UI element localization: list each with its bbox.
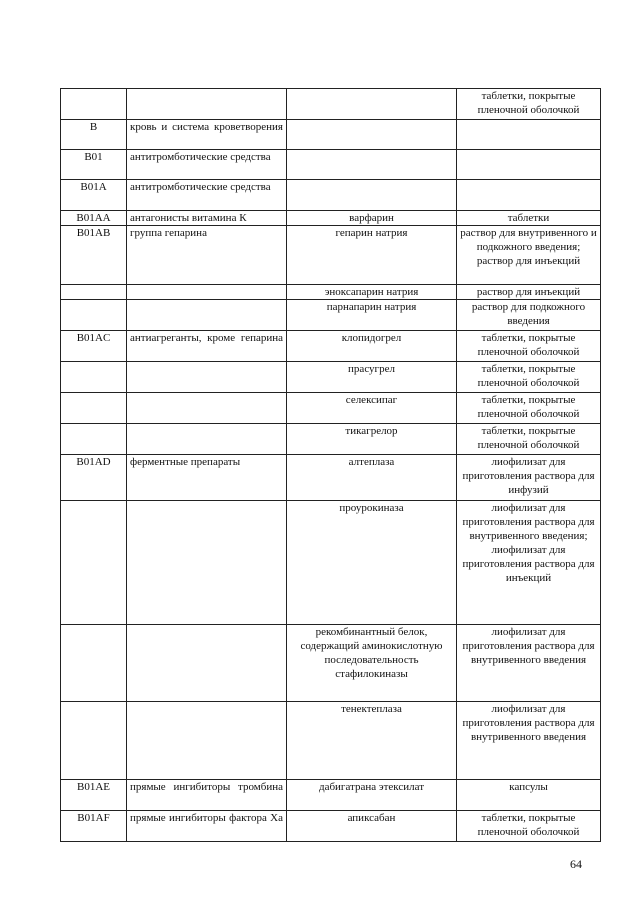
table-row	[61, 780, 601, 811]
dosage-form-cell: раствор для внутривенного и подкожного введения; раствор для инъекций	[457, 226, 601, 285]
drug-name-cell: варфарин	[287, 211, 457, 226]
drug-name-cell: тенектеплаза	[287, 702, 457, 780]
atc-code-cell	[61, 285, 127, 300]
group-cell	[127, 362, 287, 393]
dosage-form-cell: капсулы	[457, 780, 601, 811]
group-text: антагонисты витамина К	[130, 212, 247, 224]
dosage-form-cell: таблетки, покрытые пленочной оболочкой	[457, 362, 601, 393]
dosage-form-cell: лиофилизат для приготовления раствора для внутривенного введения; лиофилизат для приготовления раствора для инъекций	[457, 501, 601, 625]
group-text: антиагреганты, кроме гепарина	[130, 332, 283, 344]
table-row	[61, 501, 601, 625]
drug-name-cell: гепарин натрия	[287, 226, 457, 285]
dosage-form-cell: таблетки, покрытые пленочной оболочкой	[457, 424, 601, 455]
drug-name-cell: прасугрел	[287, 362, 457, 393]
atc-code-cell: B01AD	[61, 455, 127, 501]
table-row	[61, 285, 601, 300]
table-row	[61, 180, 601, 211]
group-text: ферментные препараты	[130, 456, 241, 468]
atc-code-cell	[61, 625, 127, 702]
dosage-form-cell	[457, 180, 601, 211]
table-row	[61, 300, 601, 331]
table-row	[61, 120, 601, 150]
dosage-form-cell	[457, 150, 601, 180]
group-cell	[127, 331, 287, 362]
group-cell	[127, 424, 287, 455]
group-cell	[127, 120, 287, 150]
group-cell	[127, 89, 287, 120]
drug-name-cell: апиксабан	[287, 811, 457, 842]
table-row	[61, 424, 601, 455]
atc-code-cell: B01A	[61, 180, 127, 211]
group-text: прямые ингибиторы тромбина	[130, 781, 283, 793]
drug-name-cell: рекомбинантный белок, содержащий аминокислотную последовательность стафилокиназы	[287, 625, 457, 702]
drug-name-cell: клопидогрел	[287, 331, 457, 362]
dosage-form-cell: таблетки	[457, 211, 601, 226]
atc-code-cell	[61, 362, 127, 393]
dosage-form-cell: таблетки, покрытые пленочной оболочкой	[457, 331, 601, 362]
table-row	[61, 811, 601, 842]
table-row	[61, 211, 601, 226]
page-number: 64	[570, 857, 582, 871]
dosage-form-cell: лиофилизат для приготовления раствора для внутривенного введения	[457, 625, 601, 702]
atc-code-cell: B01AC	[61, 331, 127, 362]
dosage-form-cell: лиофилизат для приготовления раствора для внутривенного введения	[457, 702, 601, 780]
atc-code-cell	[61, 702, 127, 780]
atc-code-cell: B01AA	[61, 211, 127, 226]
table-row	[61, 89, 601, 120]
dosage-form-cell: раствор для подкожного введения	[457, 300, 601, 331]
drug-name-cell	[287, 180, 457, 211]
table-row	[61, 393, 601, 424]
table-row	[61, 331, 601, 362]
dosage-form-cell: таблетки, покрытые пленочной оболочкой	[457, 89, 601, 120]
group-cell	[127, 393, 287, 424]
drug-classification-table	[60, 88, 601, 842]
table-row	[61, 362, 601, 393]
atc-code-cell: B01AF	[61, 811, 127, 842]
table-row	[61, 150, 601, 180]
dosage-form-cell: раствор для инъекций	[457, 285, 601, 300]
drug-name-cell: дабигатрана этексилат	[287, 780, 457, 811]
group-cell	[127, 625, 287, 702]
group-cell	[127, 501, 287, 625]
group-text: прямые ингибиторы фактора Ха	[130, 812, 283, 824]
drug-name-cell: тикагрелор	[287, 424, 457, 455]
group-cell	[127, 455, 287, 501]
dosage-form-cell: таблетки, покрытые пленочной оболочкой	[457, 811, 601, 842]
drug-name-cell	[287, 89, 457, 120]
table-row	[61, 625, 601, 702]
drug-name-cell: эноксапарин натрия	[287, 285, 457, 300]
atc-code-cell: B01	[61, 150, 127, 180]
group-cell	[127, 300, 287, 331]
atc-code-cell	[61, 300, 127, 331]
group-cell	[127, 180, 287, 211]
atc-code-cell	[61, 89, 127, 120]
table-row	[61, 226, 601, 285]
group-cell	[127, 150, 287, 180]
drug-name-cell: проурокиназа	[287, 501, 457, 625]
drug-name-cell: алтеплаза	[287, 455, 457, 501]
atc-code-cell: B01AE	[61, 780, 127, 811]
table-row	[61, 455, 601, 501]
drug-name-cell	[287, 120, 457, 150]
dosage-form-cell: таблетки, покрытые пленочной оболочкой	[457, 393, 601, 424]
group-text: группа гепарина	[130, 227, 207, 239]
group-text: антитромботические средства	[130, 151, 271, 163]
atc-code-cell: B01AB	[61, 226, 127, 285]
group-cell	[127, 285, 287, 300]
group-cell	[127, 226, 287, 285]
table-row	[61, 702, 601, 780]
atc-code-cell: B	[61, 120, 127, 150]
atc-code-cell	[61, 424, 127, 455]
group-text: кровь и система кроветворения	[130, 121, 283, 133]
group-cell	[127, 780, 287, 811]
atc-code-cell	[61, 501, 127, 625]
drug-name-cell: парнапарин натрия	[287, 300, 457, 331]
dosage-form-cell: лиофилизат для приготовления раствора для инфузий	[457, 455, 601, 501]
atc-code-cell	[61, 393, 127, 424]
group-cell	[127, 702, 287, 780]
group-cell	[127, 211, 287, 226]
drug-name-cell	[287, 150, 457, 180]
dosage-form-cell	[457, 120, 601, 150]
group-text: антитромботические средства	[130, 181, 271, 193]
drug-name-cell: селексипаг	[287, 393, 457, 424]
group-cell	[127, 811, 287, 842]
